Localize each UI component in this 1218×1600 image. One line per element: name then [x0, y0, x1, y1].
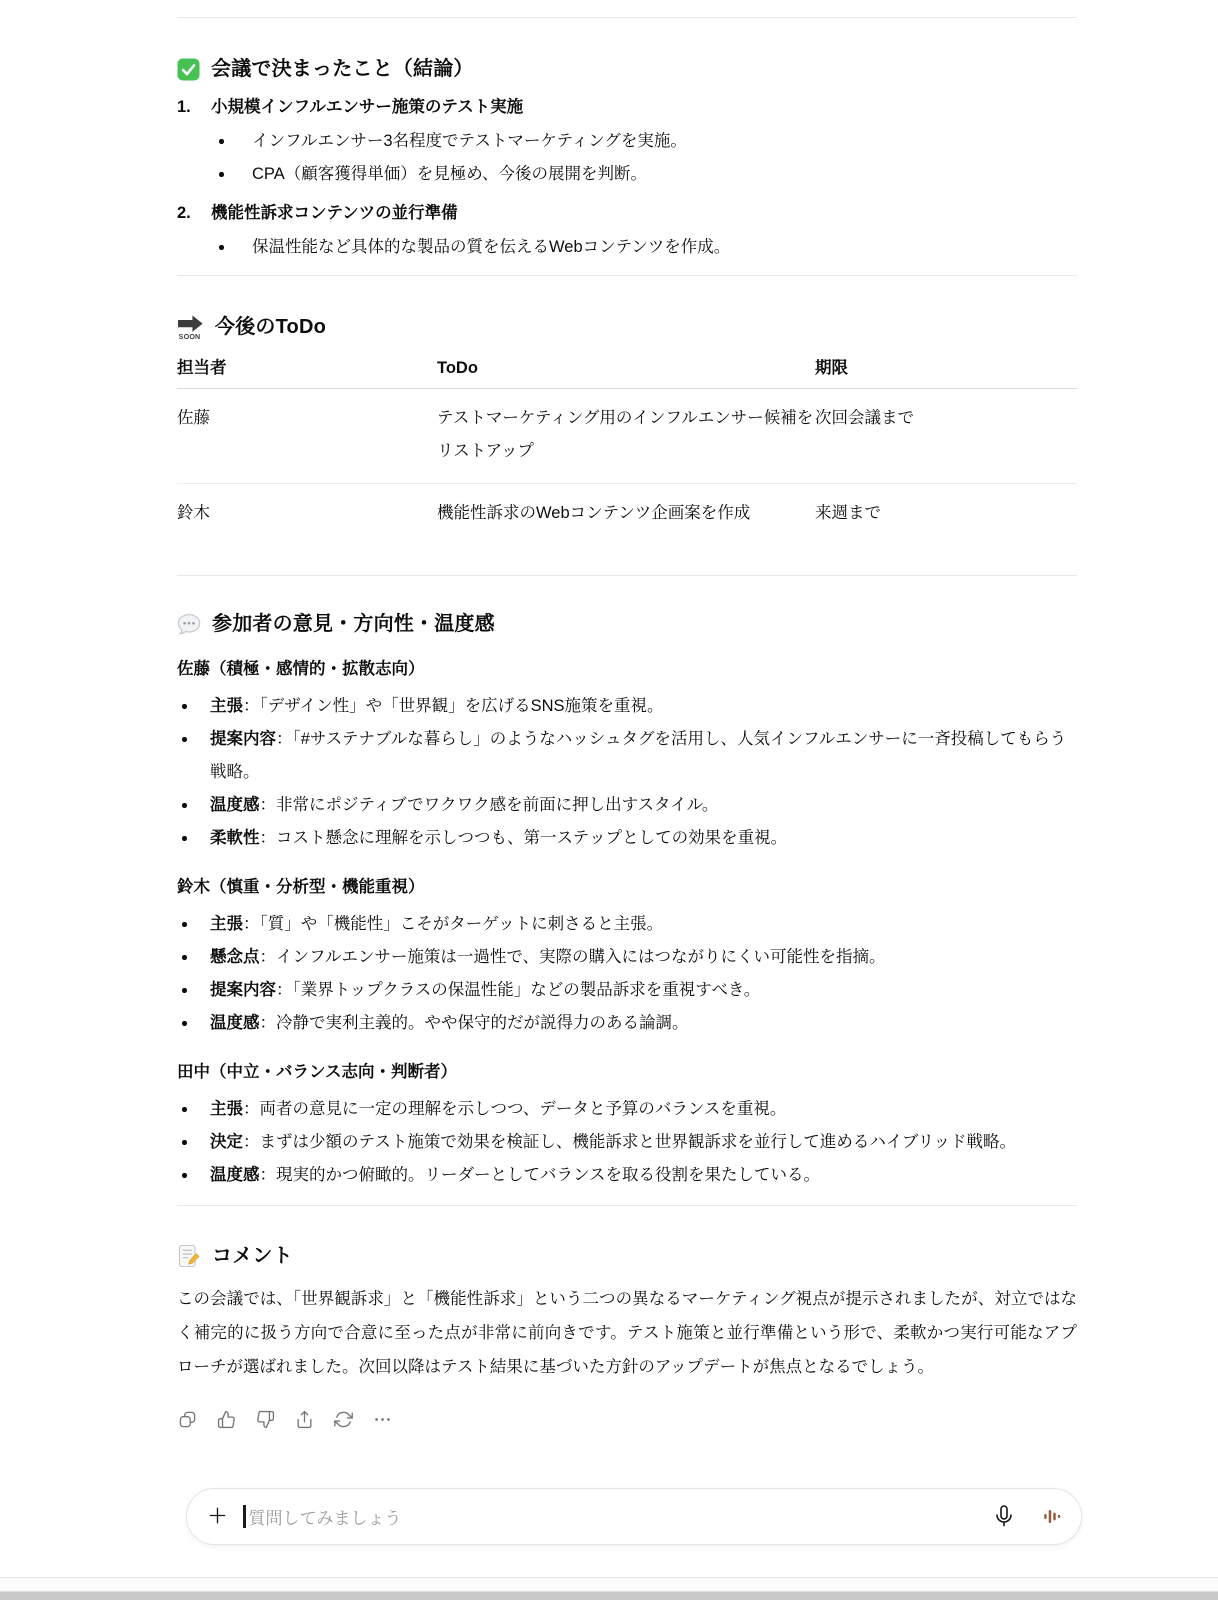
participant-name: 鈴木（慎重・分析型・機能重視） — [177, 878, 425, 896]
soon-arrow-emoji — [177, 314, 204, 340]
opinion-list — [177, 1093, 1077, 1192]
comment-heading-text: コメント — [212, 1245, 293, 1267]
regenerate-icon — [334, 1410, 353, 1429]
thumbs-down-icon — [256, 1410, 275, 1429]
participant-name: 佐藤（積極・感情的・拡散志向） — [177, 660, 425, 678]
opinion-item: 温度感：現実的かつ俯瞰的。リーダーとしてバランスを取る役割を果たしている。 — [177, 1159, 1077, 1192]
copy-icon — [178, 1410, 197, 1429]
thumbs-up-button[interactable] — [216, 1409, 236, 1429]
mic-icon — [992, 1504, 1016, 1528]
todo-heading-text: 今後のToDo — [215, 316, 327, 338]
decisions-list — [177, 96, 1077, 264]
more-options-icon — [373, 1410, 392, 1429]
decision-detail: インフルエンサー3名程度でテストマーケティングを実施。 — [177, 125, 1077, 158]
voice-mode-button[interactable] — [1031, 1495, 1074, 1538]
opinion-item: 柔軟性：コスト懸念に理解を示しつつも、第一ステップとしての効果を重視。 — [177, 822, 1077, 855]
opinions-heading — [177, 611, 1077, 637]
svg-text:SOON: SOON — [178, 333, 201, 340]
speech-bubble-emoji — [177, 612, 201, 636]
conclusions-heading — [177, 56, 1077, 82]
waveform-icon — [1042, 1506, 1063, 1527]
chat-input-placeholder[interactable]: 質問してみましょう — [248, 1509, 402, 1528]
share-button[interactable] — [294, 1409, 314, 1429]
regenerate-button[interactable] — [333, 1409, 353, 1429]
message-actions — [177, 1409, 1077, 1429]
opinion-item: 温度感：非常にポジティブでワクワク感を前面に押し出すスタイル。 — [177, 789, 1077, 822]
list-number: 2. — [177, 204, 191, 222]
window-bottom-bar — [0, 1577, 1218, 1600]
decision-item — [177, 202, 1077, 264]
window-bottom-edge — [0, 1591, 1218, 1600]
section-divider — [177, 1205, 1077, 1206]
opinion-item: 主張：「質」や「機能性」こそがターゲットに刺さると主張。 — [177, 908, 1077, 941]
mic-button[interactable] — [991, 1504, 1017, 1530]
opinion-item: 主張：両者の意見に一定の理解を示しつつ、データと予算のバランスを重視。 — [177, 1093, 1077, 1126]
table-header-assignee: 担当者 — [177, 357, 437, 389]
table-row — [177, 484, 1077, 546]
composer[interactable] — [186, 1488, 1082, 1545]
table-header-row — [177, 357, 1077, 389]
opinions-heading-text: 参加者の意見・方向性・温度感 — [212, 613, 495, 635]
section-divider — [177, 575, 1077, 576]
decision-title: 機能性訴求コンテンツの並行準備 — [211, 204, 458, 222]
share-icon — [295, 1410, 314, 1429]
copy-button[interactable] — [177, 1409, 197, 1429]
opinion-item: 温度感：冷静で実利主義的。やや保守的だが説得力のある論調。 — [177, 1007, 1077, 1040]
comment-body: この会議では、「世界観訴求」と「機能性訴求」という二つの異なるマーケティング視点が提示されましたが、対立ではなく補完的に扱う方向で合意に至った点が非常に前向きです。テスト施策と並行準備という形で、柔軟かつ実行可能なアプローチが選ばれました。次回以降はテスト結果に基づいた方針のアップデートが焦点となるでしょう。 — [177, 1290, 1077, 1376]
todo-heading — [177, 314, 1077, 340]
section-divider — [177, 17, 1077, 18]
opinion-item: 決定：まずは少額のテスト施策で効果を検証し、機能訴求と世界観訴求を並行して進めるハイブリッド戦略。 — [177, 1126, 1077, 1159]
opinion-item: 主張：「デザイン性」や「世界観」を広げるSNS施策を重視。 — [177, 690, 1077, 723]
thumbs-up-icon — [217, 1410, 236, 1429]
opinion-list — [177, 690, 1077, 855]
opinion-item: 提案内容：「業界トップクラスの保温性能」などの製品訴求を重視すべき。 — [177, 974, 1077, 1007]
comment-heading — [177, 1243, 1077, 1269]
table-header-deadline: 期限 — [815, 357, 1077, 389]
attach-button[interactable] — [204, 1504, 230, 1530]
todo-table — [177, 357, 1077, 545]
table-row — [177, 389, 1077, 484]
opinion-item: 提案内容：「#サステナブルな暮らし」のようなハッシュタグを活用し、人気インフルエンサーに一斉投稿してもらう戦略。 — [177, 723, 1077, 789]
cell-task: 機能性訴求のWebコンテンツ企画案を作成 — [437, 504, 751, 522]
section-divider — [177, 275, 1077, 276]
thumbs-down-button[interactable] — [255, 1409, 275, 1429]
check-emoji — [177, 58, 200, 81]
text-cursor — [243, 1505, 246, 1528]
list-number: 1. — [177, 98, 191, 116]
conclusions-heading-text: 会議で決まったこと（結論） — [211, 58, 474, 80]
cell-deadline: 来週まで — [815, 504, 881, 522]
decision-detail: 保温性能など具体的な製品の質を伝えるWebコンテンツを作成。 — [177, 231, 1077, 264]
cell-assignee: 鈴木 — [177, 504, 210, 522]
section-comment — [177, 1205, 1077, 1429]
cell-assignee: 佐藤 — [177, 389, 437, 484]
plus-icon — [206, 1504, 229, 1527]
decision-title: 小規模インフルエンサー施策のテスト実施 — [211, 98, 524, 116]
more-options-button[interactable] — [372, 1409, 392, 1429]
section-opinions — [177, 575, 1077, 1192]
section-conclusions — [177, 17, 1077, 273]
cell-task: テストマーケティング用のインフルエンサー候補をリストアップ — [437, 389, 815, 484]
memo-emoji — [177, 1244, 201, 1268]
decision-detail: CPA（顧客獲得単価）を見極め、今後の展開を判断。 — [177, 158, 1077, 191]
opinion-list — [177, 908, 1077, 1040]
participant-name: 田中（中立・バランス志向・判断者） — [177, 1063, 458, 1081]
cell-deadline: 次回会議まで — [815, 389, 1077, 484]
section-todo — [177, 275, 1077, 545]
table-header-task: ToDo — [437, 357, 815, 389]
opinion-item: 懸念点：インフルエンサー施策は一過性で、実際の購入にはつながりにくい可能性を指摘。 — [177, 941, 1077, 974]
decision-item — [177, 96, 1077, 191]
